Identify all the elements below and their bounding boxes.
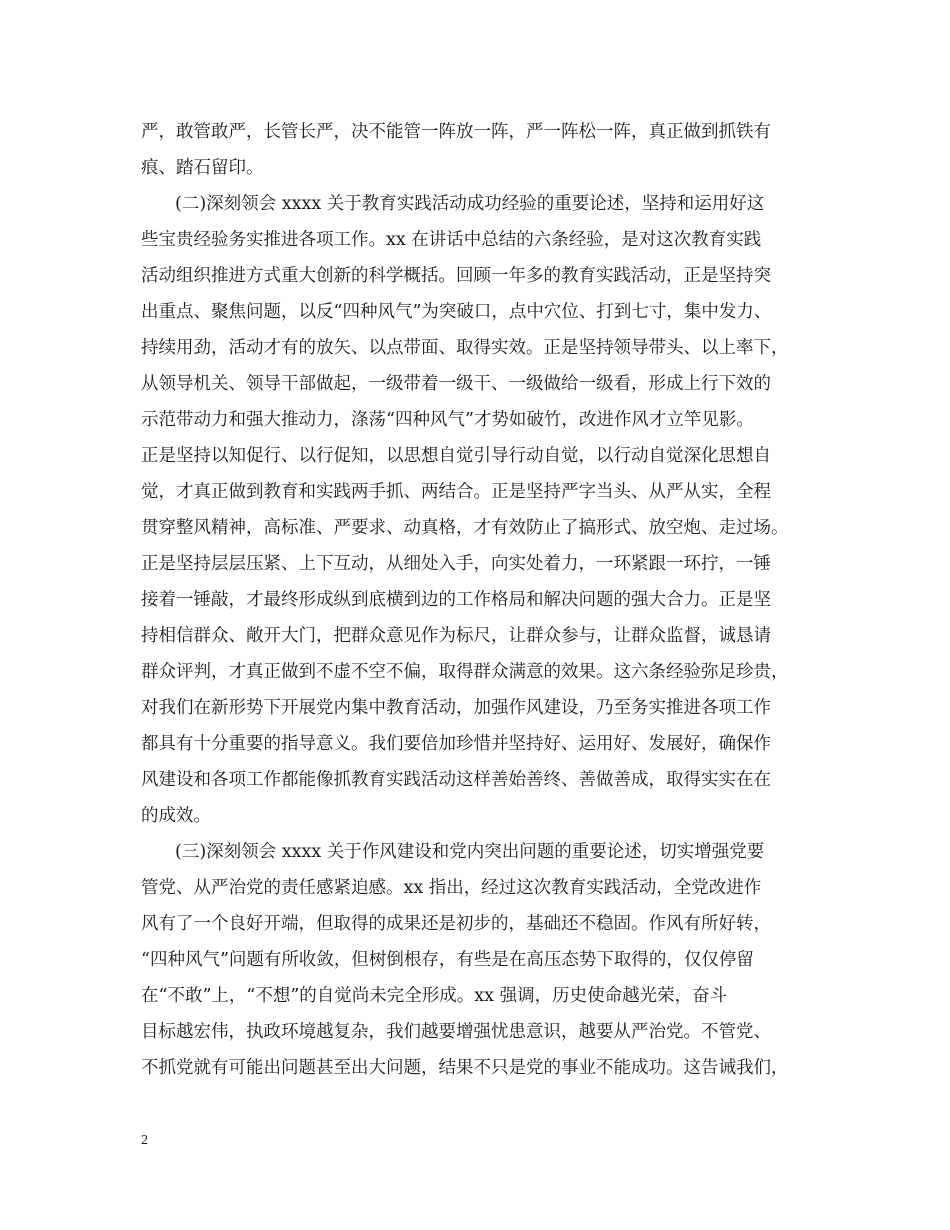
text-line: 严，敢管敢严，长管长严，决不能管一阵放一阵，严一阵松一阵，真正做到抓铁有 — [141, 122, 771, 142]
text-line: 正是坚持层层压紧、上下互动，从细处入手，向实处着力，一环紧跟一环拧，一锤 — [141, 554, 771, 574]
page-number: 2 — [141, 1133, 148, 1148]
text-line: 风有了一个良好开端，但取得的成果还是初步的，基础还不稳固。作风有所好转， — [141, 914, 771, 934]
text-line: 正是坚持以知促行、以行促知，以思想自觉引导行动自觉，以行动自觉深化思想自 — [141, 446, 771, 466]
text-line: 贯穿整风精神，高标准、严要求、动真格，才有效防止了搞形式、放空炮、走过场。 — [141, 518, 789, 538]
paragraph-heading-3: (三)深刻领会 xxxx 关于作风建设和党内突出问题的重要论述，切实增强党要 — [175, 842, 765, 862]
text-line: 的成效。 — [141, 806, 211, 826]
text-line: 觉，才真正做到教育和实践两手抓、两结合。正是坚持严字当头、从严从实，全程 — [141, 482, 771, 502]
text-line: 对我们在新形势下开展党内集中教育活动，加强作风建设，乃至务实推进各项工作 — [141, 698, 771, 718]
text-line: 出重点、聚焦问题，以反“四种风气”为突破口，点中穴位、打到七寸，集中发力、 — [141, 302, 772, 322]
text-line: 从领导机关、领导干部做起，一级带着一级干、一级做给一级看，形成上行下效的 — [141, 374, 771, 394]
text-line: 些宝贵经验务实推进各项工作。xx 在讲话中总结的六条经验，是对这次教育实践 — [141, 230, 762, 250]
text-line: 群众评判，才真正做到不虚不空不偏，取得群众满意的效果。这六条经验弥足珍贵， — [141, 662, 789, 682]
text-line: 持续用劲，活动才有的放矢、以点带面、取得实效。正是坚持领导带头、以上率下， — [141, 338, 789, 358]
text-line: 不抓党就有可能出问题甚至出大问题，结果不只是党的事业不能成功。这告诫我们， — [141, 1058, 789, 1078]
text-line: 活动组织推进方式重大创新的科学概括。回顾一年多的教育实践活动，正是坚持突 — [141, 266, 771, 286]
text-line: 目标越宏伟，执政环境越复杂，我们越要增强忧患意识，越要从严治党。不管党、 — [141, 1022, 771, 1042]
text-line: 在“不敢”上，“不想”的自觉尚未完全形成。xx 强调，历史使命越光荣，奋斗 — [141, 986, 728, 1006]
text-line: 接着一锤敲，才最终形成纵到底横到边的工作格局和解决问题的强大合力。正是坚 — [141, 590, 771, 610]
text-line: 风建设和各项工作都能像抓教育实践活动这样善始善终、善做善成，取得实实在在 — [141, 770, 771, 790]
text-line: 痕、踏石留印。 — [141, 158, 264, 178]
paragraph-heading-2: (二)深刻领会 xxxx 关于教育实践活动成功经验的重要论述，坚持和运用好这 — [175, 194, 765, 214]
text-line: 持相信群众、敞开大门，把群众意见作为标尺，让群众参与，让群众监督，诚恳请 — [141, 626, 771, 646]
text-line: 都具有十分重要的指导意义。我们要倍加珍惜并坚持好、运用好、发展好，确保作 — [141, 734, 771, 754]
text-line: “四种风气”问题有所收敛，但树倒根存，有些是在高压态势下取得的，仅仅停留 — [141, 950, 754, 970]
text-line: 管党、从严治党的责任感紧迫感。xx 指出，经过这次教育实践活动，全党改进作 — [141, 878, 762, 898]
text-line: 示范带动力和强大推动力，涤荡“四种风气”才势如破竹，改进作风才立竿见影。 — [141, 410, 754, 430]
